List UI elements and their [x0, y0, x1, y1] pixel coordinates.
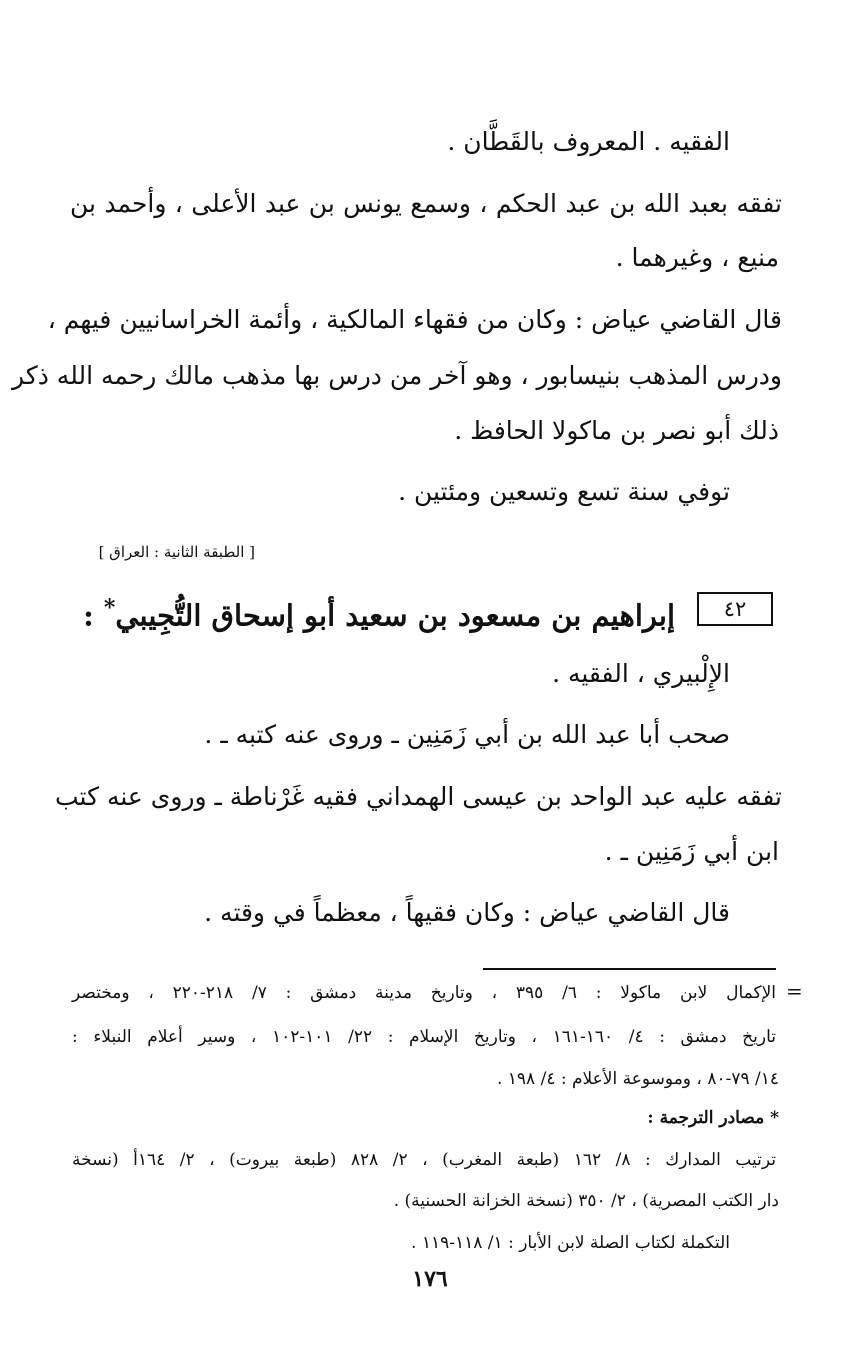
- body-line: ودرس المذهب بنيسابور ، وهو آخر من درس بها مذهب مالك رحمه الله ذكر: [12, 361, 782, 390]
- body-line: الفقيه . المعروف بالقَطَّان .: [447, 127, 730, 156]
- body-line: منيع ، وغيرهما .: [615, 243, 779, 272]
- section-header: [ الطبقة الثانية : العراق ]: [98, 543, 255, 561]
- entry-line: ابن أبي زَمَنِين ـ .: [604, 837, 779, 866]
- entry-title-colon: :: [83, 598, 104, 633]
- footnote-line: تاريخ دمشق : ٤/ ١٦٠-١٦١ ، وتاريخ الإسلام : ٢٢/ ١٠١-١٠٢ ، وسير أعلام النبلاء :: [72, 1027, 776, 1047]
- footnote-marker: *: [103, 595, 116, 621]
- footnote-line: ترتيب المدارك : ٨/ ١٦٢ (طبعة المغرب) ، ٢/ ٨٢٨ (طبعة بيروت) ، ٢/ ١٦٤أ (نسخة: [72, 1150, 776, 1170]
- entry-line: صحب أبا عبد الله بن أبي زَمَنِين ـ وروى عنه كتبه ـ .: [204, 720, 730, 749]
- entry-line: قال القاضي عياض : وكان فقيهاً ، معظماً في وقته .: [204, 898, 730, 927]
- entry-title: [83, 586, 675, 638]
- body-line: توفي سنة تسع وتسعين ومئتين .: [398, 477, 730, 506]
- footnote-divider: [483, 968, 776, 970]
- footnote-line: التكملة لكتاب الصلة لابن الأبار : ١/ ١١٨-١١٩ .: [411, 1233, 730, 1253]
- entry-line: الإِلْبيري ، الفقيه .: [552, 659, 730, 688]
- footnote-line: الإكمال لابن ماكولا : ٦/ ٣٩٥ ، وتاريخ مدينة دمشق : ٧/ ٢١٨-٢٢٠ ، ومختصر: [72, 983, 776, 1003]
- entry-number: ٤٢: [697, 592, 773, 626]
- body-line: قال القاضي عياض : وكان من فقهاء المالكية ، وأئمة الخراسانيين فيهم ،: [47, 305, 782, 334]
- page-number: ١٧٦: [412, 1266, 448, 1292]
- footnote-line: دار الكتب المصرية) ، ٢/ ٣٥٠ (نسخة الخزانة الحسنية) .: [393, 1191, 779, 1211]
- entry-line: تفقه عليه عبد الواحد بن عيسى الهمداني فقيه غَرْناطة ـ وروى عنه كتب: [55, 782, 782, 811]
- sources-heading: * مصادر الترجمة :: [647, 1108, 779, 1128]
- footnote-line: ١٤/ ٧٩-٨٠ ، وموسوعة الأعلام : ٤/ ١٩٨ .: [496, 1069, 779, 1089]
- footnote-continuation-mark: =: [786, 979, 803, 1003]
- body-line: ذلك أبو نصر بن ماكولا الحافظ .: [454, 416, 779, 445]
- entry-title-text: إبراهيم بن مسعود بن سعيد أبو إسحاق التُّجِيبي: [115, 598, 675, 633]
- body-line: تفقه بعبد الله بن عبد الحكم ، وسمع يونس بن عبد الأعلى ، وأحمد بن: [70, 189, 782, 218]
